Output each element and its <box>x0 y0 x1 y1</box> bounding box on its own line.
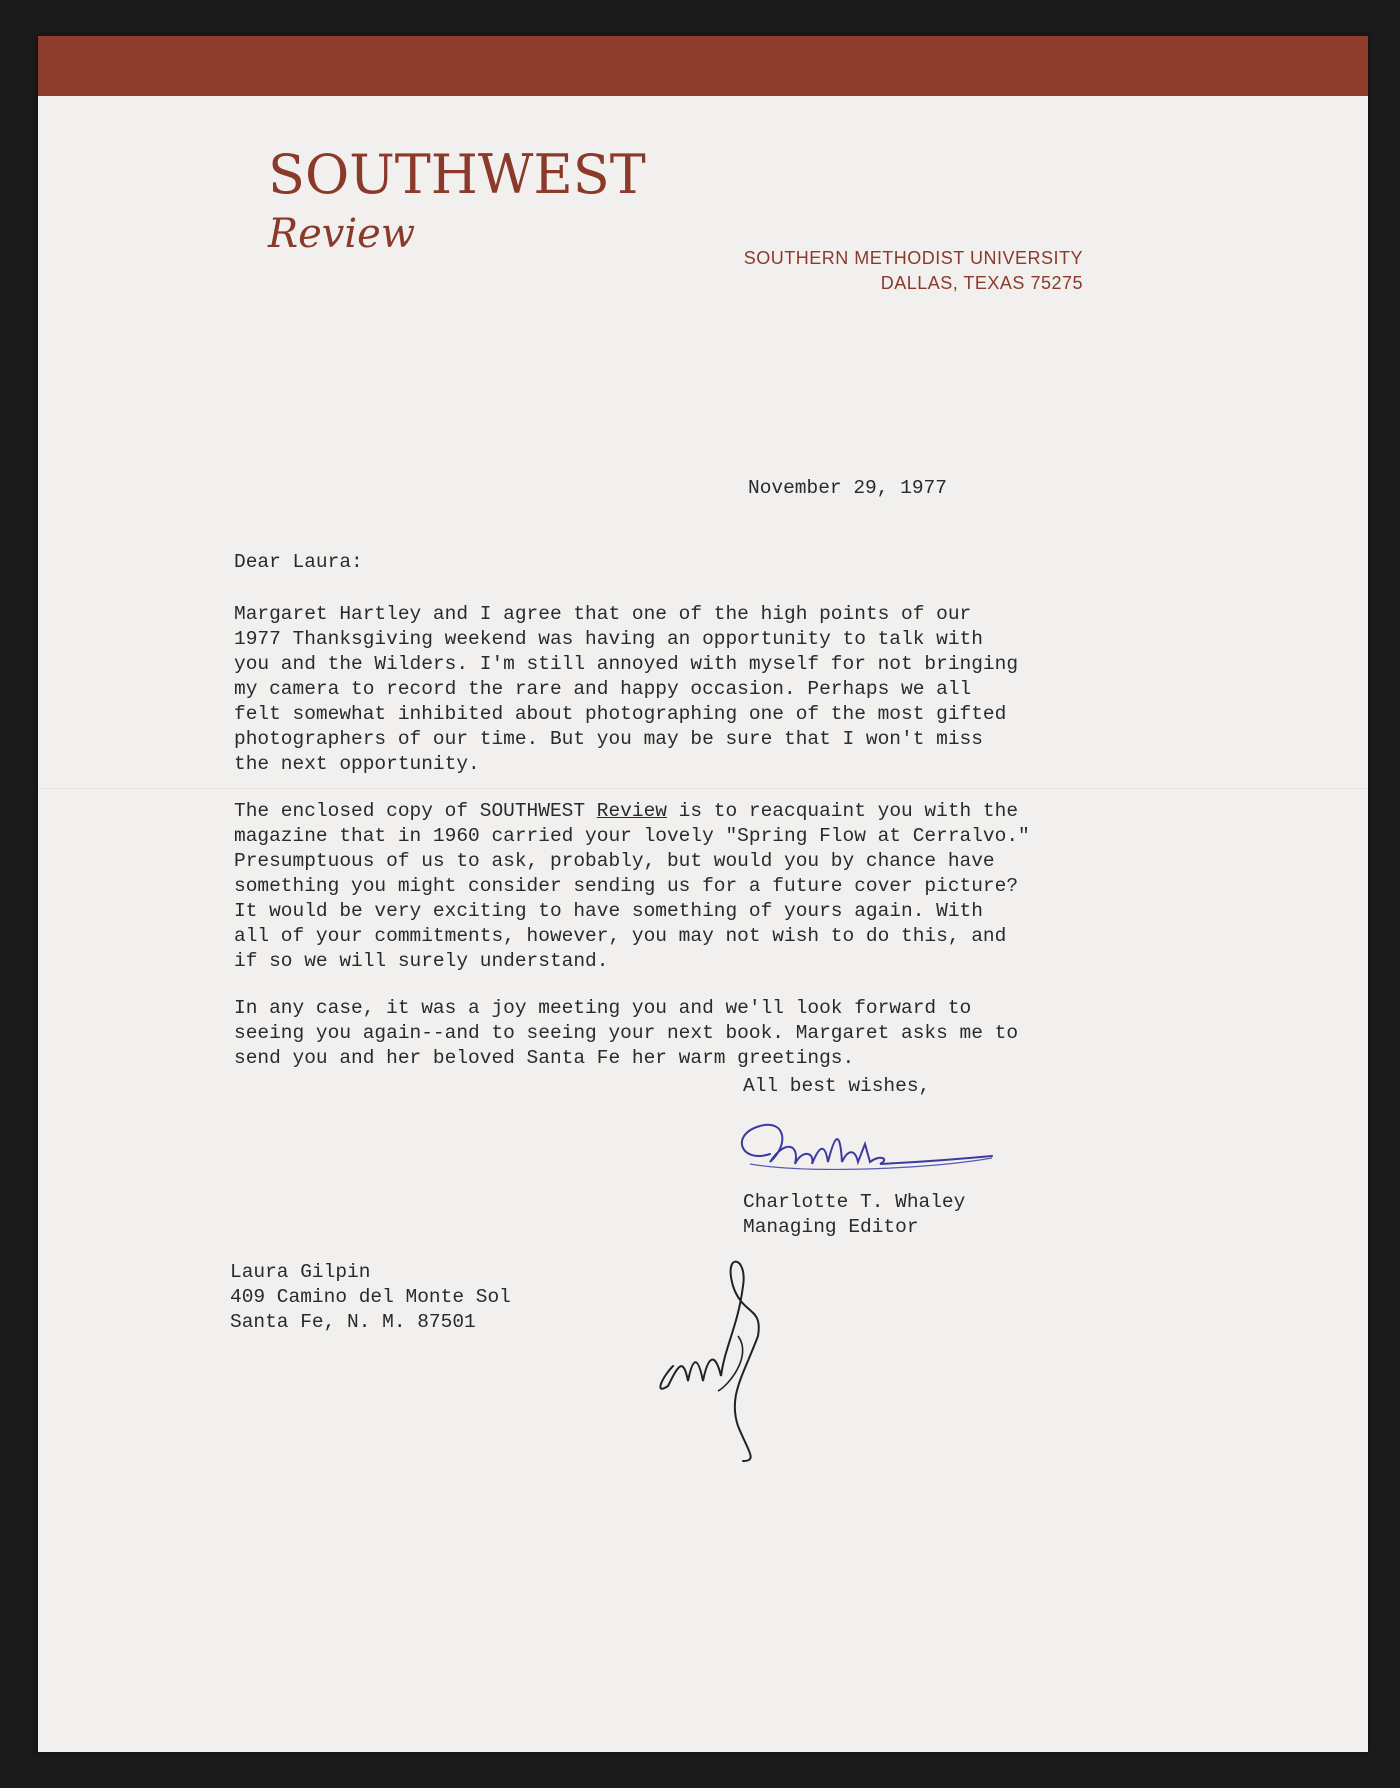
paragraph-1: Margaret Hartley and I agree that one of the high points of our 1977 Thanksgiving weekend was having an opportunity to talk with you and the Wilders. I'm still annoyed with myself for not bringing my camera to record the rare and happy occasion. Perhaps we all felt somewhat inhibited about photographing one of the most gifted photographers of our time. But you may be sure that I won't miss the next opportunity. <box>234 603 1019 775</box>
recipient-line-3: Santa Fe, N. M. 87501 <box>230 1311 476 1333</box>
handwritten-signature <box>730 1114 1000 1184</box>
handwritten-initials <box>643 1246 793 1466</box>
closing: All best wishes, <box>743 1075 931 1097</box>
salutation: Dear Laura: <box>234 551 363 573</box>
letter-date: November 29, 1977 <box>748 477 947 499</box>
recipient-line-1: Laura Gilpin <box>230 1261 371 1283</box>
address-line-1: SOUTHERN METHODIST UNIVERSITY <box>743 248 1083 268</box>
paragraph-3: In any case, it was a joy meeting you and we'll look forward to seeing you again--and to seeing your next book. Margaret asks me to send you and her beloved Santa Fe her warm greetings. <box>234 997 1019 1069</box>
review-underlined: Review <box>596 800 667 822</box>
recipient-address <box>230 1260 511 1335</box>
masthead <box>268 143 646 257</box>
letterhead-address <box>744 246 1083 296</box>
signer-name: Charlotte T. Whaley <box>743 1191 966 1213</box>
letter-body <box>234 602 1134 1093</box>
letter-page <box>38 36 1368 1752</box>
paragraph-2-start: The enclosed copy of SOUTHWEST <box>234 800 597 822</box>
paragraph-2-rest: is to reacquaint you with the magazine that in 1960 carried your lovely "Spring Flow at Cerralvo." Presumptuous of us to ask, probably, but would you by chance have something you might consider sending us for a future cover picture? It would be very exciting to have something of yours again. With all of your commitments, however, you may not wish to do this, and if so we will surely understand. <box>234 800 1030 972</box>
letterhead-band <box>38 36 1368 96</box>
signer-title: Managing Editor <box>743 1216 919 1238</box>
masthead-subtitle: Review <box>268 211 416 257</box>
masthead-title: SOUTHWEST <box>268 143 646 206</box>
paragraph-2 <box>234 799 1134 974</box>
address-line-2: DALLAS, TEXAS 75275 <box>880 273 1083 294</box>
recipient-line-2: 409 Camino del Monte Sol <box>230 1286 511 1308</box>
